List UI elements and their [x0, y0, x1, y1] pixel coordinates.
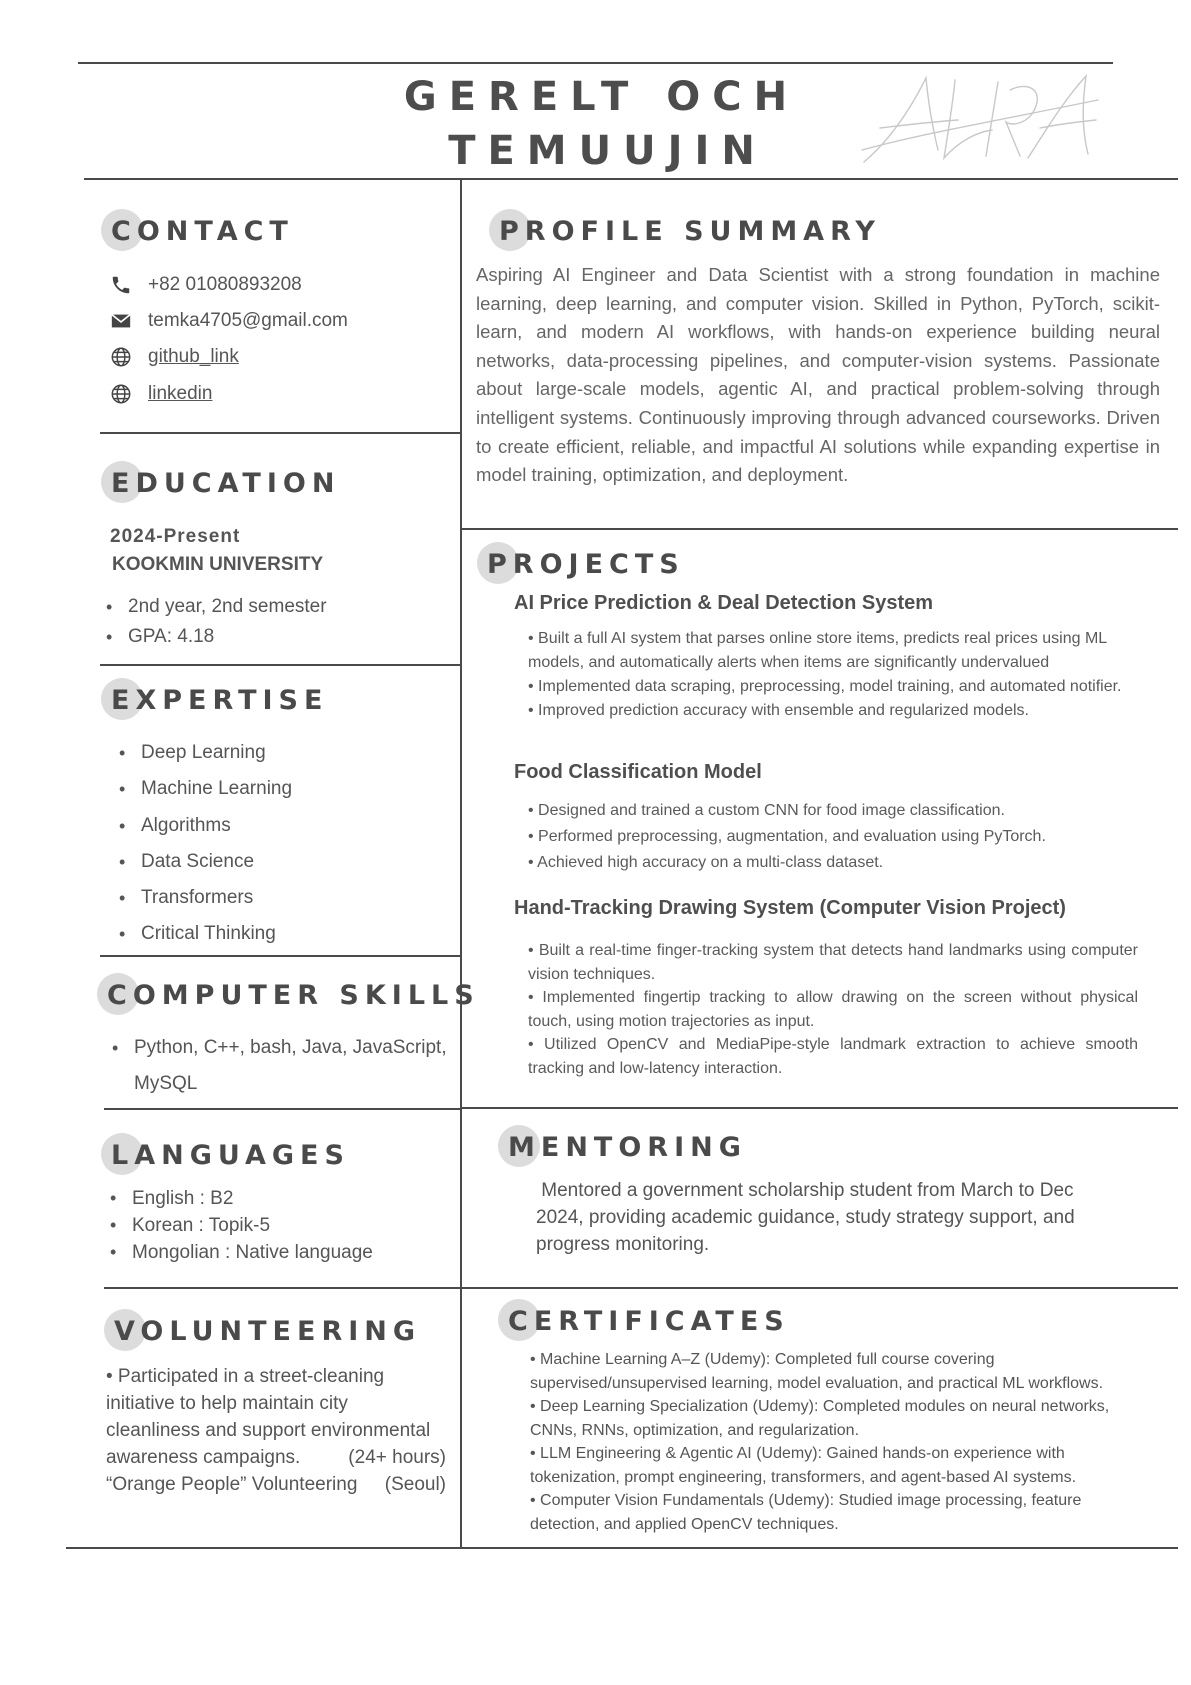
list-item: • Transformers [119, 880, 292, 916]
list-item: • Machine Learning [119, 771, 292, 807]
mentoring-text: Mentored a government scholarship student from March to Dec 2024, providing academic guidance, study strategy support, and progress monitoring. [536, 1180, 1075, 1255]
education-date: 2024-Present [110, 526, 241, 547]
list-item: • Python, C++, bash, Java, JavaScript, MySQL [112, 1030, 447, 1102]
project-body: • Designed and trained a custom CNN for food image classification. • Performed preprocessing, augmentation, and evaluation using PyTorch. • Achieved high accuracy on a multi-class dataset. [528, 802, 1046, 871]
computer-skills-heading: COMPUTER SKILLS [107, 980, 480, 1011]
certificates-heading: CERTIFICATES [508, 1306, 790, 1337]
volunteering-heading: VOLUNTEERING [114, 1316, 421, 1347]
mail-icon [110, 310, 132, 332]
contact-github [110, 346, 239, 368]
header-rule [84, 178, 1178, 180]
list-item: • Computer Vision Fundamentals (Udemy): Studied image processing, feature [530, 1492, 1082, 1509]
volunteering-text: • Participated in a street-cleaning initiative to help maintain city cleanliness and support environmental awareness campaigns. (24+ hours) “Orange People” Volunteering (Seoul) [106, 1366, 446, 1495]
expertise-heading: EXPERTISE [111, 685, 328, 716]
contact-linkedin [110, 383, 212, 405]
mentoring-heading: MENTORING [508, 1132, 747, 1163]
signature-graphic [860, 70, 1100, 170]
profile-summary-heading: PROFILE SUMMARY [499, 216, 881, 247]
right-rule-1 [461, 528, 1178, 530]
left-rule-5 [104, 1287, 461, 1289]
name-line-2: TEMUUJIN [448, 128, 767, 174]
left-rule-1 [100, 432, 461, 434]
linkedin-link[interactable]: linkedin [148, 383, 213, 404]
email-address[interactable]: temka4705@gmail.com [148, 310, 348, 331]
languages-list [110, 1185, 373, 1266]
list-item: • Deep Learning [119, 735, 292, 771]
profile-summary-text: Aspiring AI Engineer and Data Scientist with a strong foundation in machine learning, deep learning, and computer vision. Skilled in Python, PyTorch, scikit-learn, and modern AI workflows, with hands-on experience building neural networks, data-processing pipelines, and computer-vision systems. Passionate about large-scale models, agentic AI, and practical problem-solving through intelligent systems. Continuously improving through advanced courseworks. Driven to create efficient, reliable, and impactful AI solutions while expanding expertise in model training, optimization, and deployment. [476, 264, 1160, 486]
list-item: • LLM Engineering & Agentic AI (Udemy): Gained hands-on experience with [530, 1445, 1065, 1462]
list-item: • Algorithms [119, 808, 292, 844]
bottom-rule [66, 1547, 1178, 1549]
list-item: • Mongolian : Native language [110, 1239, 373, 1266]
project-body: • Built a real-time finger-tracking system that detects hand landmarks using computer vision techniques. • Implemented fingertip tracking to allow drawing on the screen without physical touch, using motion trajectories as input. • Utilized OpenCV and MediaPipe-style landmark extraction to achieve smooth tracking and low-latency interaction. [528, 942, 1138, 1077]
list-item: • 2nd year, 2nd semester [106, 592, 327, 622]
github-link[interactable]: github_link [148, 346, 239, 367]
education-list [106, 592, 327, 652]
list-item: • Data Science [119, 844, 292, 880]
contact-phone [110, 274, 302, 296]
globe-icon [110, 383, 132, 405]
project-title: AI Price Prediction & Deal Detection System [514, 592, 934, 614]
left-rule-4 [104, 1108, 461, 1110]
list-item: • Deep Learning Specialization (Udemy): Completed modules on neural networks, [530, 1398, 1110, 1415]
list-item: • Machine Learning A–Z (Udemy): Completed full course covering [530, 1351, 995, 1368]
languages-heading: LANGUAGES [111, 1140, 350, 1171]
name-line-1: GERELT OCH [403, 74, 800, 120]
left-rule-2 [100, 664, 461, 666]
list-item: • Critical Thinking [119, 916, 292, 952]
project-title: Hand-Tracking Drawing System (Computer Vision Project) [514, 897, 1066, 919]
certificates-list: • Machine Learning A–Z (Udemy): Completed full course covering supervised/unsupervised learning, model evaluation, and practical ML workflows. • Deep Learning Specialization (Udemy): Completed modules on neural networks, CNNs, RNNs, optimization, and regularization. • LLM Engineering & Agentic AI (Udemy): Gained hands-on experience with tokenization, prompt engineering, transformers, and agent-based AI systems. • Computer Vision Fundamentals (Udemy): Studied image processing, feature detection, and applied OpenCV techniques. [530, 1348, 1160, 1536]
project-title: Food Classification Model [514, 761, 762, 783]
list-item: • English : B2 [110, 1185, 373, 1212]
right-rule-2 [461, 1107, 1178, 1109]
phone-number: +82 01080893208 [148, 274, 302, 295]
projects-heading: PROJECTS [487, 549, 685, 580]
list-item: • GPA: 4.18 [106, 622, 327, 652]
contact-email [110, 310, 348, 332]
expertise-list [119, 735, 292, 953]
list-item: • Korean : Topik-5 [110, 1212, 373, 1239]
computer-skills-list [112, 1030, 447, 1102]
globe-icon [110, 346, 132, 368]
left-rule-3 [100, 955, 461, 957]
education-heading: EDUCATION [111, 468, 340, 499]
right-rule-3 [461, 1287, 1178, 1289]
project-body: • Built a full AI system that parses online store items, predicts real prices using ML models, and automatically alerts when items are significantly undervalued • Implemented data scraping, preprocessing, model training, and automated notifier. • Improved prediction accuracy with ensemble and regularized models. [528, 630, 1122, 719]
phone-icon [110, 274, 132, 296]
column-divider [460, 179, 462, 1547]
education-university: KOOKMIN UNIVERSITY [112, 554, 324, 575]
top-rule [78, 62, 1113, 64]
contact-heading: CONTACT [111, 216, 294, 247]
